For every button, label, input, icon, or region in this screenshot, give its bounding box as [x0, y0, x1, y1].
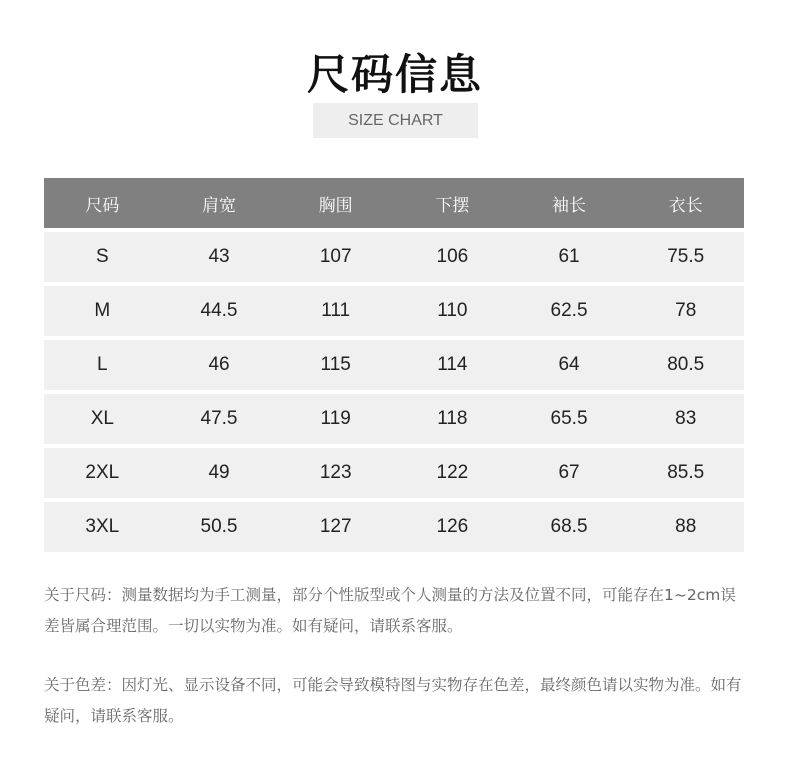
- color-difference-note: 关于色差：因灯光、显示设备不同，可能会导致模特图与实物存在色差，最终颜色请以实物为准。如有疑问，请联系客服。: [44, 676, 742, 725]
- table-cell: 44.5: [200, 300, 238, 321]
- table-cell: 67: [558, 462, 580, 483]
- table-cell: 83: [675, 408, 697, 429]
- subtitle-label: SIZE CHART: [348, 111, 443, 129]
- table-row: [44, 448, 744, 498]
- table-cell: 114: [437, 354, 468, 375]
- subtitle-badge: [313, 103, 478, 138]
- table-cell: 122: [436, 462, 469, 483]
- size-measurement-note: 关于尺码：测量数据均为手工测量，部分个性版型或个人测量的方法及位置不同，可能存在1~2cm误差皆属合理范围。一切以实物为准。如有疑问，请联系客服。: [44, 586, 736, 635]
- header-hem: 下摆: [435, 195, 470, 216]
- table-row: [44, 394, 744, 444]
- header-length: 衣长: [668, 195, 703, 216]
- table-cell: 119: [320, 408, 351, 429]
- table-cell: 43: [208, 246, 230, 267]
- size-table: [44, 178, 744, 556]
- table-cell: 46: [208, 354, 230, 375]
- table-cell: 80.5: [667, 354, 705, 375]
- table-cell: 110: [437, 300, 468, 321]
- table-cell: 49: [208, 462, 230, 483]
- table-cell: 115: [320, 354, 351, 375]
- table-row: [44, 502, 744, 552]
- table-cell: 61: [558, 246, 580, 267]
- table-row: [44, 340, 744, 390]
- table-cell: L: [97, 354, 108, 375]
- table-cell: 118: [437, 408, 468, 429]
- table-cell: 62.5: [550, 300, 588, 321]
- table-row: [44, 286, 744, 336]
- table-cell: 50.5: [200, 516, 238, 537]
- table-cell: 47.5: [200, 408, 238, 429]
- table-cell: 2XL: [85, 462, 120, 483]
- table-cell: 126: [436, 516, 469, 537]
- table-cell: 68.5: [550, 516, 588, 537]
- table-cell: 3XL: [85, 516, 120, 537]
- table-cell: 88: [675, 516, 697, 537]
- table-cell: XL: [90, 408, 114, 429]
- header-shoulder: 肩宽: [202, 195, 236, 216]
- table-cell: 127: [319, 516, 352, 537]
- table-cell: M: [94, 300, 111, 321]
- table-cell: 85.5: [667, 462, 705, 483]
- table-cell: 78: [675, 300, 697, 321]
- table-cell: 106: [436, 246, 469, 267]
- table-cell: S: [95, 246, 109, 267]
- table-cell: 111: [321, 300, 351, 321]
- header-size: 尺码: [85, 195, 120, 216]
- header-sleeve: 袖长: [552, 195, 587, 216]
- table-row: [44, 232, 744, 282]
- table-header-row: [44, 178, 744, 228]
- page-title: 尺码信息: [306, 50, 483, 99]
- header-chest: 胸围: [318, 195, 353, 216]
- table-cell: 107: [319, 246, 352, 267]
- table-cell: 65.5: [550, 408, 588, 429]
- table-cell: 123: [319, 462, 352, 483]
- table-cell: 75.5: [667, 246, 705, 267]
- table-cell: 64: [558, 354, 580, 375]
